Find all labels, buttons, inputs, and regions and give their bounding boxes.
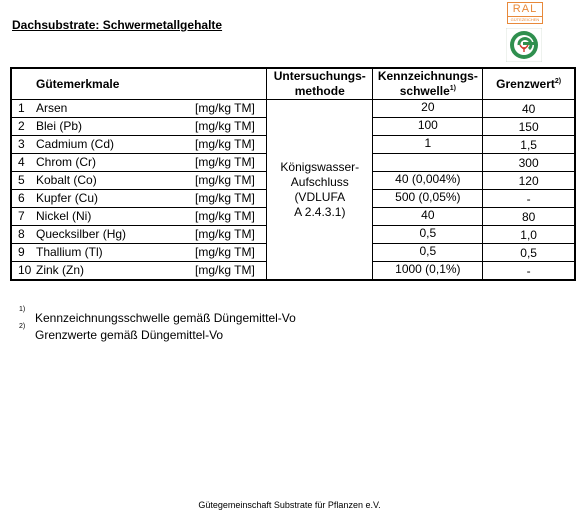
- unit-label: [mg/kg TM]: [195, 245, 255, 259]
- unit-label: [mg/kg TM]: [195, 263, 255, 277]
- footnote-2-text: Grenzwerte gemäß Düngemittel-Vo: [35, 328, 224, 342]
- page-title: Dachsubstrate: Schwermetallgehalte: [12, 18, 223, 32]
- row-number: 10: [18, 263, 32, 277]
- ral-logo: [507, 2, 543, 24]
- heavy-metal-table: [10, 67, 576, 281]
- table-body: [11, 100, 575, 281]
- method-line: Aufschluss: [290, 174, 349, 189]
- metal-name: Zink (Zn): [36, 263, 84, 277]
- cell-kennzeichnungsschwelle: 20: [373, 100, 483, 118]
- table-header-row: [11, 68, 575, 100]
- cell-kennzeichnungsschwelle: 1000 (0,1%): [373, 262, 483, 281]
- metal-name: Nickel (Ni): [36, 209, 92, 223]
- row-number: 4: [18, 155, 25, 169]
- cell-grenzwert: -: [483, 190, 575, 208]
- cell-grenzwert: 40: [483, 100, 575, 118]
- cell-kennzeichnungsschwelle: 40 (0,004%): [373, 172, 483, 190]
- header-grenzwert-text: Grenzwert: [496, 76, 555, 91]
- cell-guetemerkmal: [11, 154, 267, 172]
- header-grenzwert-note: 2): [554, 77, 562, 85]
- row-number: 6: [18, 191, 25, 205]
- cell-kennzeichnungsschwelle: 40: [373, 208, 483, 226]
- cell-grenzwert: 150: [483, 118, 575, 136]
- metal-name: Arsen: [36, 101, 68, 115]
- row-number: 9: [18, 245, 25, 259]
- unit-label: [mg/kg TM]: [195, 173, 255, 187]
- header-kennzeichnungsschwelle: [373, 68, 483, 100]
- ral-logo-subtext: GÜTEZEICHEN: [508, 16, 542, 23]
- cell-guetemerkmal: [11, 172, 267, 190]
- ral-logo-text: RAL: [512, 3, 538, 15]
- row-number: 2: [18, 119, 25, 133]
- method-line: (VDLUFA: [294, 189, 346, 204]
- footnote-2-mark: 2): [19, 323, 26, 330]
- cell-guetemerkmal: [11, 208, 267, 226]
- header-guetemerkmale: Gütemerkmale: [11, 68, 267, 100]
- unit-label: [mg/kg TM]: [195, 119, 255, 133]
- cell-guetemerkmal: [11, 190, 267, 208]
- method-line: A 2.4.3.1): [294, 204, 346, 219]
- cell-kennzeichnungsschwelle: 1: [373, 136, 483, 154]
- cell-grenzwert: -: [483, 262, 575, 281]
- cell-kennzeichnungsschwelle: 0,5: [373, 244, 483, 262]
- unit-label: [mg/kg TM]: [195, 227, 255, 241]
- header-methode-text: Untersuchungs-methode: [273, 69, 366, 98]
- cell-untersuchungsmethode: [267, 100, 373, 281]
- row-number: 7: [18, 209, 25, 223]
- cell-guetemerkmal: [11, 118, 267, 136]
- row-number: 5: [18, 173, 25, 187]
- cell-grenzwert: 1,0: [483, 226, 575, 244]
- unit-label: [mg/kg TM]: [195, 155, 255, 169]
- cell-grenzwert: 300: [483, 154, 575, 172]
- header-grenzwert: [483, 68, 575, 100]
- cell-guetemerkmal: [11, 262, 267, 281]
- cell-kennzeichnungsschwelle: 500 (0,05%): [373, 190, 483, 208]
- unit-label: [mg/kg TM]: [195, 191, 255, 205]
- footnote-1-text: Kennzeichnungsschwelle gemäß Düngemittel-Vo: [35, 311, 296, 325]
- cell-kennzeichnungsschwelle: 100: [373, 118, 483, 136]
- cell-guetemerkmal: [11, 100, 267, 118]
- page-footer: Gütegemeinschaft Substrate für Pflanzen e.V.: [198, 500, 381, 510]
- header-untersuchungsmethode: [267, 68, 373, 100]
- cell-guetemerkmal: [11, 226, 267, 244]
- metal-name: Cadmium (Cd): [36, 137, 115, 151]
- metal-name: Quecksilber (Hg): [36, 227, 127, 241]
- table-row: [11, 100, 575, 118]
- metal-name: Kobalt (Co): [36, 173, 97, 187]
- cell-kennzeichnungsschwelle: 0,5: [373, 226, 483, 244]
- row-number: 1: [18, 101, 25, 115]
- cell-guetemerkmal: [11, 136, 267, 154]
- metal-name: Kupfer (Cu): [36, 191, 99, 205]
- cell-kennzeichnungsschwelle: [373, 154, 483, 172]
- row-number: 8: [18, 227, 25, 241]
- unit-label: [mg/kg TM]: [195, 137, 255, 151]
- header-kennzeichnung-note: 1): [449, 85, 456, 92]
- metal-name: Thallium (Tl): [36, 245, 103, 259]
- cell-guetemerkmal: [11, 244, 267, 262]
- header-kennzeichnung-text: Kennzeichnungs-schwelle: [377, 69, 478, 98]
- cell-grenzwert: 120: [483, 172, 575, 190]
- row-number: 3: [18, 137, 25, 151]
- cell-grenzwert: 1,5: [483, 136, 575, 154]
- footnote-1-mark: 1): [19, 306, 26, 313]
- cell-grenzwert: 0,5: [483, 244, 575, 262]
- metal-name: Chrom (Cr): [36, 155, 96, 169]
- metal-name: Blei (Pb): [36, 119, 83, 133]
- method-line: Königswasser-: [280, 159, 360, 174]
- cell-grenzwert: 80: [483, 208, 575, 226]
- guetezeichen-substrate-icon: [506, 28, 542, 62]
- unit-label: [mg/kg TM]: [195, 209, 255, 223]
- unit-label: [mg/kg TM]: [195, 101, 255, 115]
